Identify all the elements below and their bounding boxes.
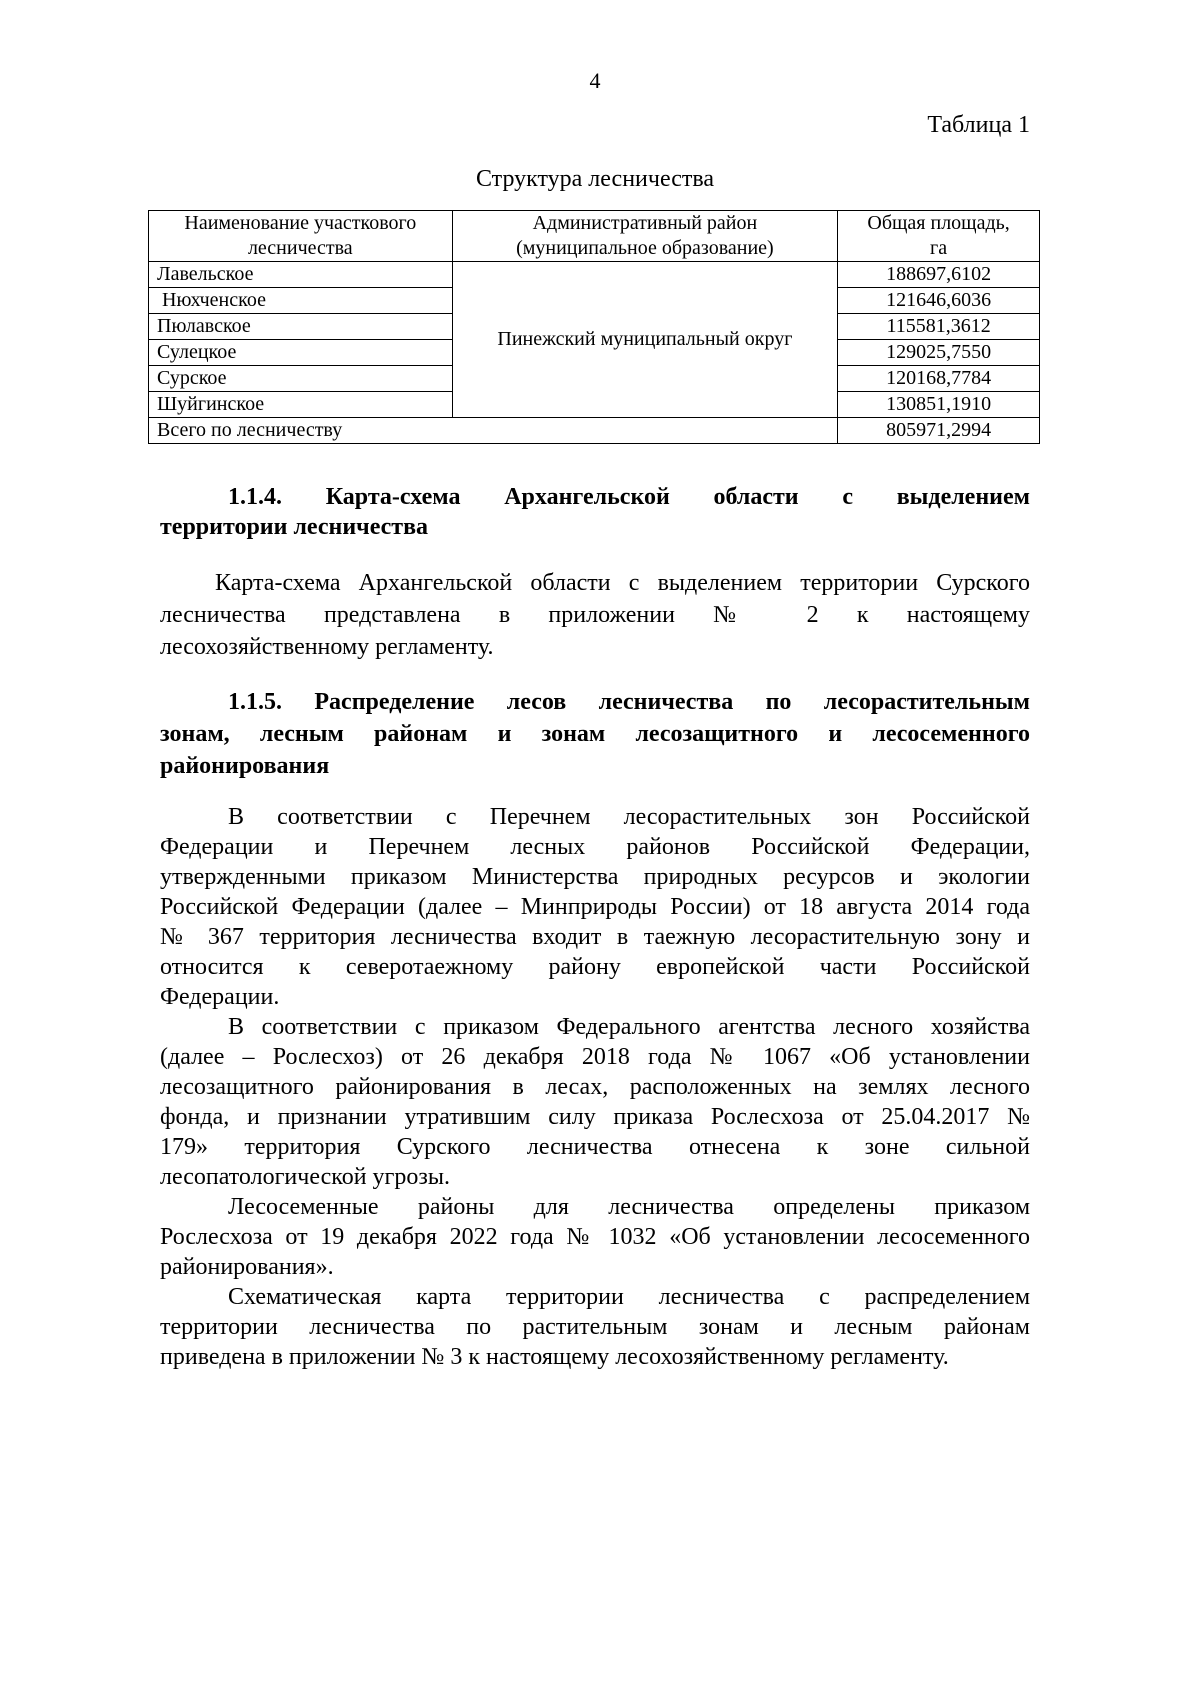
text-line: Федерации и Перечнем лесных районов Российской Федерации, <box>160 834 1030 860</box>
text-line: районирования». <box>160 1254 334 1280</box>
name-cell: Шуйгинское <box>149 392 453 418</box>
header-cell <box>452 211 838 262</box>
header-cell <box>149 211 453 262</box>
text-line: Карта-схема Архангельской области с выделением территории Сурского <box>215 570 1030 596</box>
text-line: приведена в приложении № 3 к настоящему лесохозяйственному регламенту. <box>160 1344 949 1370</box>
text-line: Наименование участкового <box>184 212 417 234</box>
text-line: Общая площадь, <box>867 212 1010 234</box>
table-total-row <box>149 418 1040 444</box>
paragraph-map <box>160 567 1030 663</box>
area-cell: 121646,6036 <box>838 288 1040 314</box>
table-row <box>149 262 1040 288</box>
text-line: В соответствии с Перечнем лесорастительных зон Российской <box>228 804 1030 830</box>
text-line: 179» территория Сурского лесничества отнесена к зоне сильной <box>160 1134 1030 1160</box>
paragraph-zones <box>160 802 1030 1372</box>
name-cell: Сурское <box>149 366 453 392</box>
text-line: лесничества представлена в приложении № 2 к настоящему <box>160 602 1030 628</box>
name-cell: Нюхченское <box>149 288 453 314</box>
text-line: га <box>930 237 948 259</box>
text-line: Рослесхоза от 19 декабря 2022 года № 1032 «Об установлении лесосеменного <box>160 1224 1030 1250</box>
text-line: Федерации. <box>160 984 280 1010</box>
text-line: зонам, лесным районам и зонам лесозащитного и лесосеменного <box>160 721 1030 747</box>
table-title: Структура лесничества <box>475 166 715 192</box>
text-line: районирования <box>160 753 330 779</box>
text-line: фонда, и признании утратившим силу приказа Рослесхоза от 25.04.2017 № <box>160 1104 1030 1130</box>
area-cell: 188697,6102 <box>838 262 1040 288</box>
text-line: Российской Федерации (далее – Минприроды России) от 18 августа 2014 года <box>160 894 1030 920</box>
header-cell <box>838 211 1040 262</box>
text-line: В соответствии с приказом Федерального агентства лесного хозяйства <box>228 1014 1030 1040</box>
name-cell: Лавельское <box>149 262 453 288</box>
heading-1-1-4 <box>160 482 1030 542</box>
heading-1-1-5 <box>160 686 1030 782</box>
text-line: 1.1.4. Карта-схема Архангельской области с выделением <box>228 484 1030 510</box>
text-line: (далее – Рослесхоз) от 26 декабря 2018 года № 1067 «Об установлении <box>160 1044 1030 1070</box>
text-line: относится к северотаежному району европейской части Российской <box>160 954 1030 980</box>
name-cell: Пюлавское <box>149 314 453 340</box>
total-area: 805971,2994 <box>838 418 1040 444</box>
area-cell: 129025,7550 <box>838 340 1040 366</box>
area-cell: 130851,1910 <box>838 392 1040 418</box>
text-line: территории лесничества по растительным зонам и лесным районам <box>160 1314 1030 1340</box>
district-cell: Пинежский муниципальный округ <box>452 262 838 418</box>
text-line: Схематическая карта территории лесничества с распределением <box>228 1284 1030 1310</box>
forestry-structure-table <box>148 210 1040 444</box>
text-line: лесохозяйственному регламенту. <box>160 634 494 660</box>
text-line: 1.1.5. Распределение лесов лесничества по лесорастительным <box>228 689 1030 715</box>
text-line: лесозащитного районирования в лесах, расположенных на землях лесного <box>160 1074 1030 1100</box>
area-cell: 120168,7784 <box>838 366 1040 392</box>
text-line: лесничества <box>247 237 353 259</box>
table-label: Таблица 1 <box>927 112 1030 138</box>
page-number: 4 <box>589 68 601 93</box>
text-line: № 367 территория лесничества входит в таежную лесорастительную зону и <box>160 924 1030 950</box>
text-line: (муниципальное образование) <box>516 237 774 259</box>
total-label: Всего по лесничеству <box>149 418 838 444</box>
text-line: утвержденными приказом Министерства природных ресурсов и экологии <box>160 864 1030 890</box>
text-line: лесопатологической угрозы. <box>160 1164 450 1190</box>
name-cell: Сулецкое <box>149 340 453 366</box>
area-cell: 115581,3612 <box>838 314 1040 340</box>
text-line: территории лесничества <box>160 514 429 540</box>
text-line: Административный район <box>532 212 758 234</box>
text-line: Лесосеменные районы для лесничества определены приказом <box>228 1194 1030 1220</box>
table-header-row <box>149 211 1040 262</box>
